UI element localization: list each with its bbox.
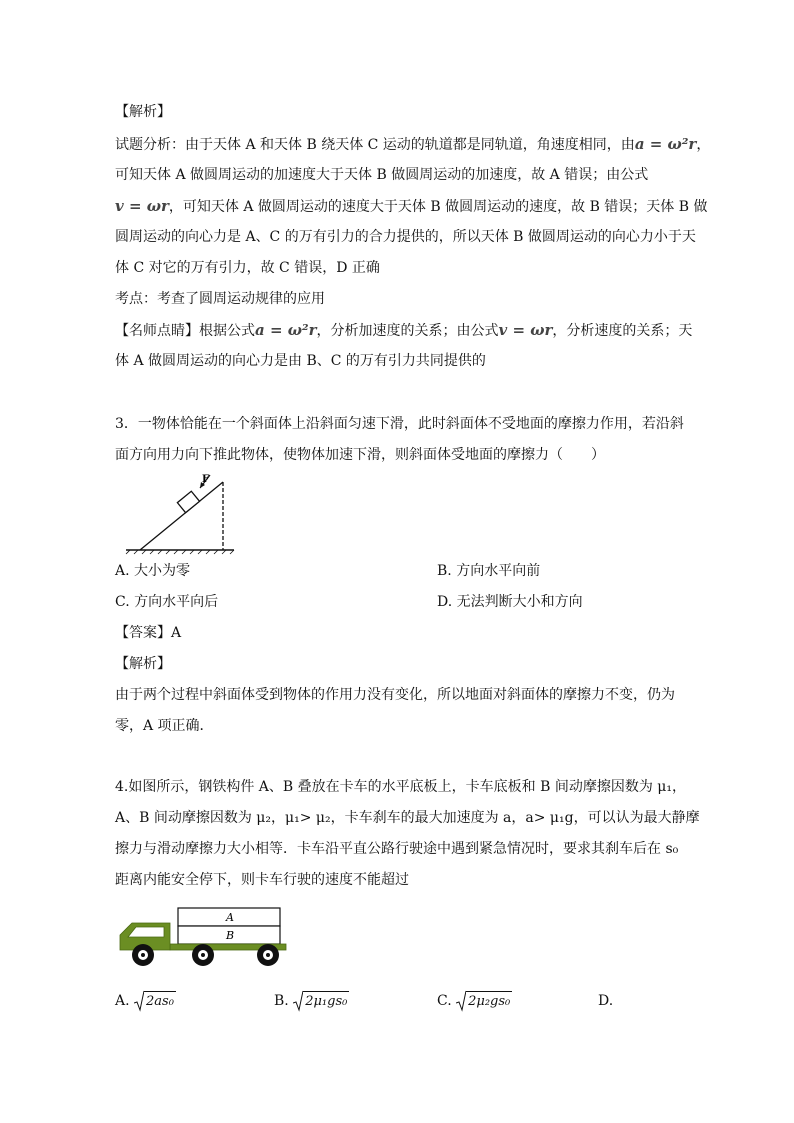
tip-line-1 <box>115 320 692 341</box>
analysis-line-2 <box>115 165 648 185</box>
block-b-label: B <box>226 929 235 942</box>
option-label: B. <box>274 993 289 1009</box>
truck-figure <box>118 905 293 970</box>
option-expression: 2μ₁gs₀ <box>303 991 349 1012</box>
q4-option-d: D. <box>598 993 614 1009</box>
q4-stem-line-4: 距离内能安全停下，则卡车行驶的速度不能超过 <box>115 872 409 888</box>
q4-option-b <box>274 990 349 1012</box>
sqrt-icon <box>456 990 466 1012</box>
sqrt-icon <box>293 990 303 1012</box>
formula-acceleration: a = ω²r <box>255 321 317 339</box>
text: 可知天体 A 做圆周运动的加速度大于天体 B 做圆周运动的加速度，故 A 错误；由公式 <box>115 167 649 183</box>
tip-line-2: 体 A 做圆周运动的向心力是由 B、C 的万有引力共同提供的 <box>115 353 486 369</box>
text: ， <box>696 137 711 153</box>
q4-option-c <box>437 990 512 1012</box>
option-expression: 2μ₂gs₀ <box>466 991 512 1012</box>
option-label: C. <box>437 993 452 1009</box>
formula-acceleration: a = ω²r <box>634 135 697 153</box>
q3-analysis-line-2: 零，A 项正确． <box>115 718 214 734</box>
text: ，可知天体 A 做圆周运动的速度大于天体 B 做圆周运动的速度，故 B 错误；天体 B 做 <box>168 199 708 215</box>
q4-stem-line-1: 4.如图所示，钢铁构件 A、B 叠放在卡车的水平底板上，卡车底板和 B 间动摩擦因数为 μ₁， <box>115 779 687 795</box>
formula-velocity: v = ωr <box>115 197 169 215</box>
force-label: F <box>202 474 210 485</box>
text: ，分析加速度的关系；由公式 <box>316 323 499 339</box>
q3-stem-line-1: 3．一物体恰能在一个斜面体上沿斜面匀速下滑，此时斜面体不受地面的摩擦力作用，若沿斜 <box>115 416 684 432</box>
block-a-label: A <box>226 911 234 924</box>
q3-answer: 【答案】A <box>115 625 182 641</box>
analysis-heading: 【解析】 <box>115 104 171 120</box>
incline-figure <box>120 470 240 555</box>
q4-stem-line-3: 擦力与滑动摩擦力大小相等．卡车沿平直公路行驶途中遇到紧急情况时，要求其刹车后在 s₀ <box>115 841 679 857</box>
q4-stem-line-2: A、B 间动摩擦因数为 μ₂，μ₁> μ₂，卡车刹车的最大加速度为 a，a> μ₁g，可以认为最大静摩 <box>115 810 700 826</box>
q3-option-a: A. 大小为零 <box>115 563 191 579</box>
option-expression: 2as₀ <box>144 991 176 1012</box>
q3-option-b: B. 方向水平向前 <box>437 563 541 579</box>
sqrt-icon <box>134 990 144 1012</box>
analysis-line-4: 圆周运动的向心力是 A、C 的万有引力的合力提供的，所以天体 B 做圆周运动的向心力小于天 <box>115 229 696 245</box>
q3-option-d: D. 无法判断大小和方向 <box>437 594 583 610</box>
formula-velocity: v = ωr <box>498 321 553 339</box>
q3-analysis-line-1: 由于两个过程中斜面体受到物体的作用力没有变化，所以地面对斜面体的摩擦力不变，仍为 <box>115 687 675 703</box>
analysis-line-5: 体 C 对它的万有引力，故 C 错误，D 正确 <box>115 260 380 276</box>
text: 试题分析：由于天体 A 和天体 B 绕天体 C 运动的轨道都是同轨道，角速度相同，由 <box>115 137 635 153</box>
text: ，分析速度的关系；天 <box>552 323 693 339</box>
q3-stem-line-2: 面方向用力向下推此物体，使物体加速下滑，则斜面体受地面的摩擦力（ ） <box>115 447 605 463</box>
text: 【名师点睛】根据公式 <box>115 323 255 339</box>
option-label: A. <box>115 993 130 1009</box>
q3-option-c: C. 方向水平向后 <box>115 594 219 610</box>
analysis-line-1 <box>115 134 710 155</box>
kaodian: 考点：考查了圆周运动规律的应用 <box>115 291 325 307</box>
analysis-line-3 <box>115 196 708 217</box>
q4-option-a <box>115 990 176 1012</box>
q3-analysis-heading: 【解析】 <box>115 656 171 672</box>
